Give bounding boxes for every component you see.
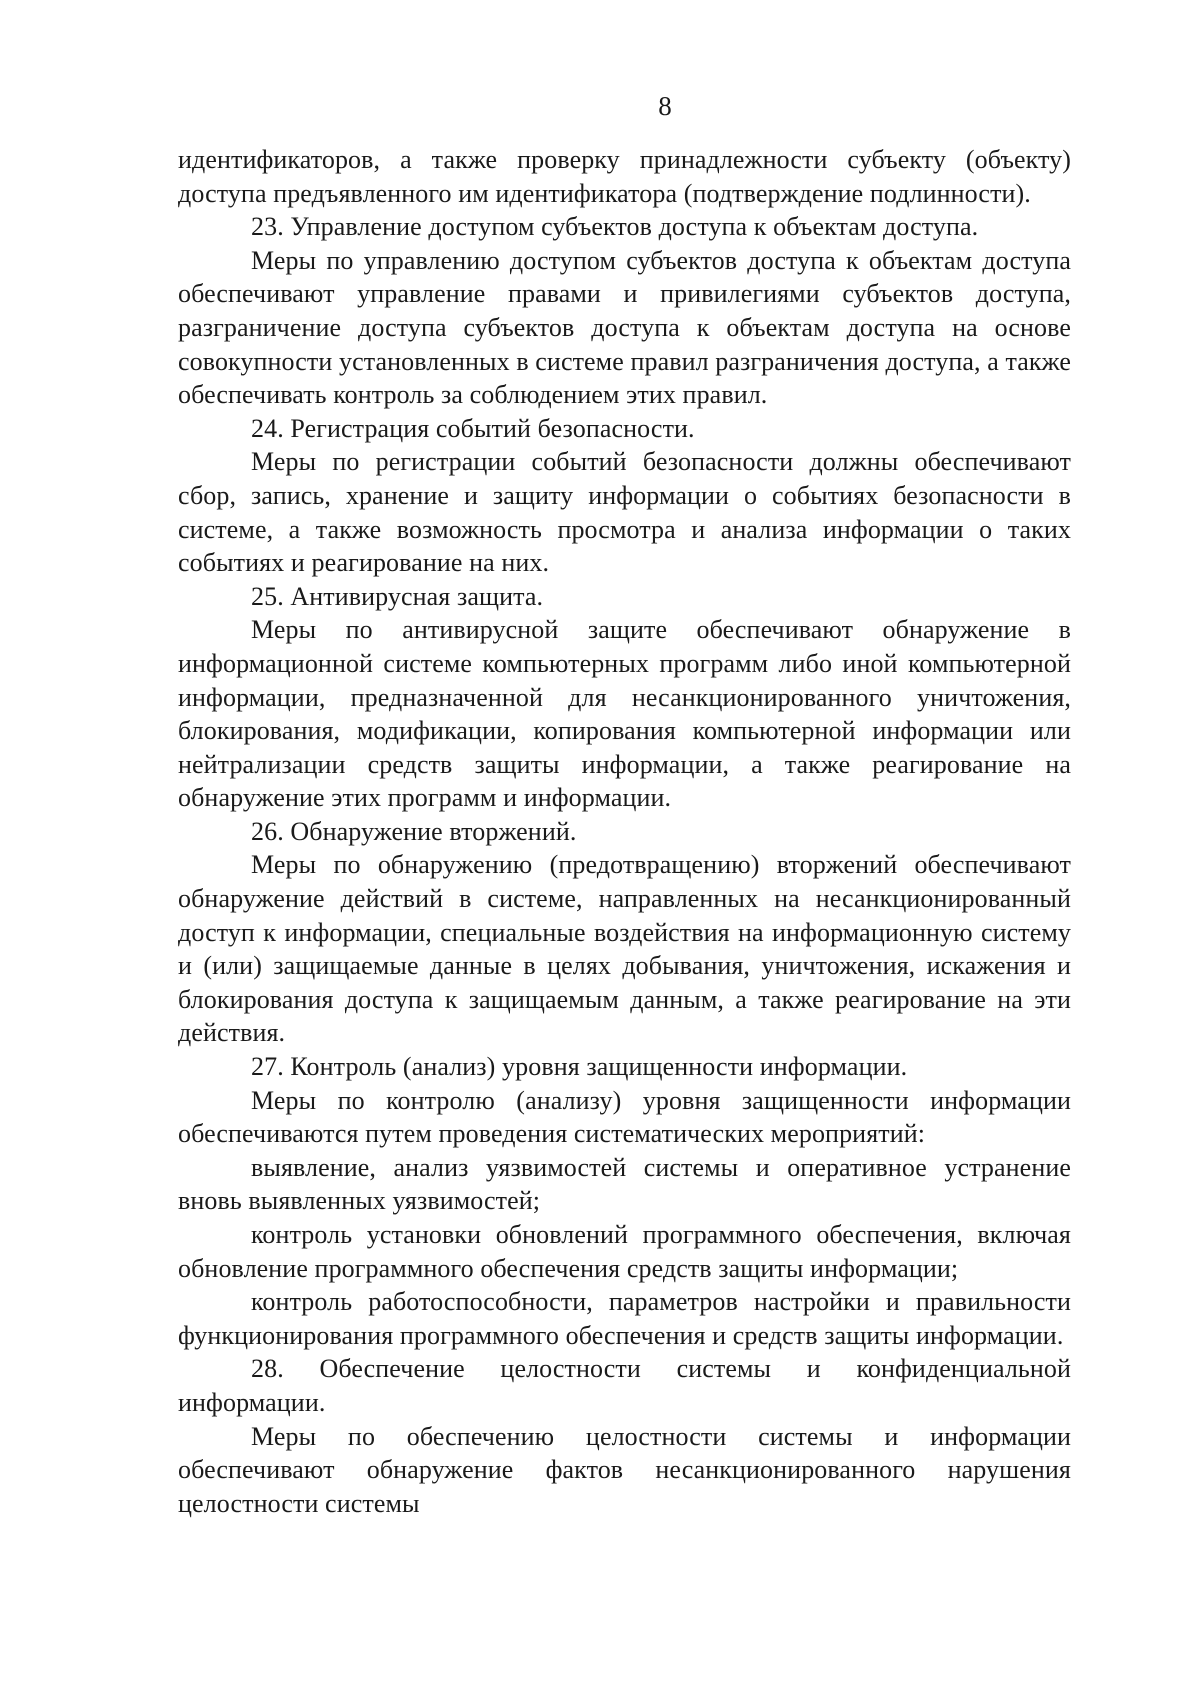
paragraph-antivirus: Меры по антивирусной защите обеспечивают обнаружение в информационной системе компьютерных программ либо иной компьютерной информации, предназначенной для несанкционированного уничтожения, блокирования, модификации, копирования компьютерной информации или нейтрализации средств защиты информации, а также реагирование на обнаружение этих программ и информации.: [178, 615, 1071, 813]
section-heading-26: 26. Обнаружение вторжений.: [251, 816, 577, 846]
section-heading-28: 28. Обеспечение целостности системы и конфиденциальной информации.: [178, 1354, 1071, 1417]
document-body: [178, 143, 1071, 1520]
list-item-vulnerabilities: выявление, анализ уязвимостей системы и оперативное устранение вновь выявленных уязвимостей;: [178, 1152, 1071, 1216]
section-heading-25: 25. Антивирусная защита.: [251, 581, 544, 611]
list-item-functionality: контроль работоспособности, параметров настройки и правильности функционирования программного обеспечения и средств защиты информации.: [178, 1287, 1071, 1350]
paragraph-security-analysis: Меры по контролю (анализу) уровня защищенности информации обеспечиваются путем проведения систематических мероприятий:: [178, 1085, 1071, 1149]
page-number: 8: [658, 91, 672, 121]
paragraph-access-control: Меры по управлению доступом субъектов доступа к объектам доступа обеспечивают управление правами и привилегиями субъектов доступа, разграничение доступа субъектов доступа к объектам доступа на основе совокупности установленных в системе правил разграничения доступа, а также обеспечивать контроль за соблюдением этих правил.: [178, 245, 1071, 410]
paragraph-continuation: идентификаторов, а также проверку принадлежности субъекту (объекту) доступа предъявленного им идентификатора (подтверждение подлинности).: [178, 145, 1071, 208]
section-heading-24: 24. Регистрация событий безопасности.: [251, 413, 695, 443]
paragraph-integrity: Меры по обеспечению целостности системы и информации обеспечивают обнаружение фактов несанкционированного нарушения целостности системы: [178, 1421, 1071, 1518]
paragraph-event-registration: Меры по регистрации событий безопасности должны обеспечивают сбор, запись, хранение и защиту информации о событиях безопасности в системе, а также возможность просмотра и анализа информации о таких событиях и реагирование на них.: [178, 447, 1071, 578]
section-heading-23: 23. Управление доступом субъектов доступа к объектам доступа.: [251, 212, 979, 242]
list-item-updates: контроль установки обновлений программного обеспечения, включая обновление программного обеспечения средств защиты информации;: [178, 1220, 1071, 1283]
paragraph-intrusion-detection: Меры по обнаружению (предотвращению) вторжений обеспечивают обнаружение действий в системе, направленных на несанкционированный доступ к информации, специальные воздействия на информационную систему и (или) защищаемые данные в целях добывания, уничтожения, искажения и блокирования доступа к защищаемым данным, а также реагирование на эти действия.: [178, 850, 1071, 1048]
section-heading-27: 27. Контроль (анализ) уровня защищенности информации.: [251, 1052, 908, 1082]
